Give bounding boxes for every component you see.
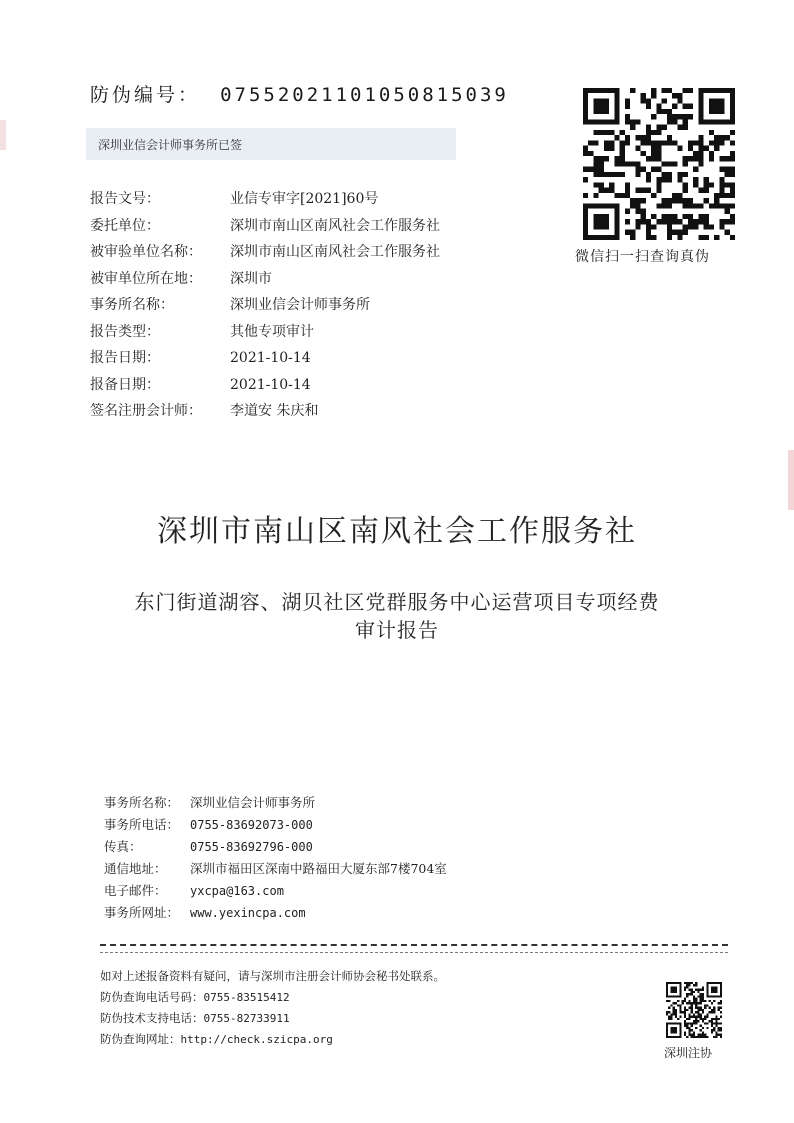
footer-label: 防伪查询电话号码： xyxy=(100,990,204,1004)
info-row xyxy=(90,345,440,372)
info-value: 2021-10-14 xyxy=(230,350,311,366)
qr-caption: 微信扫一扫查询真伪 xyxy=(575,249,710,265)
info-label: 委托单位： xyxy=(90,217,160,234)
contact-value: 0755-83692796-000 xyxy=(190,840,313,854)
info-value: 深圳市南山区南风社会工作服务社 xyxy=(230,217,440,234)
contact-row xyxy=(104,902,447,924)
contact-value: yxcpa@163.com xyxy=(190,884,284,898)
report-subtitle xyxy=(60,588,734,644)
info-row xyxy=(90,398,440,425)
contact-row xyxy=(104,814,447,836)
info-value: 深圳市南山区南风社会工作服务社 xyxy=(230,244,440,260)
firm-contact xyxy=(104,792,447,924)
info-label: 事务所名称： xyxy=(90,297,174,313)
contact-label: 事务所名称： xyxy=(104,795,180,810)
signed-notice: 深圳业信会计师事务所已签 xyxy=(98,138,243,152)
info-value: 2021-10-14 xyxy=(230,376,311,393)
info-row xyxy=(90,319,440,346)
info-row xyxy=(90,292,440,319)
page-title: 深圳市南山区南风社会工作服务社 xyxy=(157,514,637,549)
signed-notice-bar xyxy=(86,128,456,160)
anti-counterfeit-label: 防伪编号： xyxy=(90,84,201,106)
info-row xyxy=(90,266,440,293)
contact-label: 事务所网址： xyxy=(104,905,180,920)
qr-code-icon[interactable] xyxy=(580,88,738,240)
contact-row xyxy=(104,880,447,902)
qr-code-icon[interactable] xyxy=(666,982,722,1038)
info-label: 报备日期： xyxy=(90,376,160,393)
info-value: 其他专项审计 xyxy=(230,323,314,340)
footer-row xyxy=(100,1008,445,1029)
footer-notice: 如对上述报备资料有疑问，请与深圳市注册会计师协会秘书处联系。 xyxy=(100,969,445,983)
info-value: 业信专审字[2021]60号 xyxy=(230,191,379,207)
report-info xyxy=(90,186,440,425)
info-label: 被审验单位名称： xyxy=(90,244,202,260)
subtitle-line: 审计报告 xyxy=(355,618,439,642)
info-value: 深圳市 xyxy=(230,270,272,287)
footer-label: 防伪技术支持电话： xyxy=(100,1011,204,1025)
contact-row xyxy=(104,792,447,814)
info-value: 李道安 朱庆和 xyxy=(230,403,319,419)
footer-value[interactable]: http://check.szicpa.org xyxy=(180,1033,333,1046)
info-row xyxy=(90,239,440,266)
contact-row xyxy=(104,858,447,880)
footer-label: 防伪查询网址： xyxy=(100,1032,181,1046)
info-label: 报告文号： xyxy=(90,191,160,207)
info-label: 被审单位所在地： xyxy=(90,270,202,287)
info-row xyxy=(90,372,440,399)
info-row xyxy=(90,186,440,213)
contact-value: 0755-83692073-000 xyxy=(190,818,313,832)
info-row xyxy=(90,213,440,240)
anti-counterfeit-number: 07552021101050815039 xyxy=(220,84,509,106)
info-label: 报告日期： xyxy=(90,350,160,366)
divider xyxy=(100,944,728,946)
footer-value: 0755-83515412 xyxy=(203,991,290,1004)
contact-value: www.yexincpa.com xyxy=(190,906,306,920)
contact-label: 通信地址： xyxy=(104,861,167,876)
scan-edge-mark xyxy=(788,450,794,510)
footer-value: 0755-82733911 xyxy=(203,1012,290,1025)
contact-value: 深圳业信会计师事务所 xyxy=(190,795,316,810)
footer-row xyxy=(100,987,445,1008)
contact-label: 电子邮件： xyxy=(104,883,167,898)
footer-notes xyxy=(100,966,445,1050)
divider xyxy=(100,952,728,953)
info-label: 签名注册会计师： xyxy=(90,403,202,419)
contact-label: 事务所电话： xyxy=(104,817,180,832)
footer-row xyxy=(100,1029,445,1050)
contact-row xyxy=(104,836,447,858)
scan-edge-mark xyxy=(0,120,6,150)
contact-label: 传真： xyxy=(104,839,142,854)
info-label: 报告类型： xyxy=(90,323,160,340)
contact-value: 深圳市福田区深南中路福田大厦东部7楼704室 xyxy=(190,861,447,876)
subtitle-line: 东门街道湖容、湖贝社区党群服务中心运营项目专项经费 xyxy=(134,590,660,614)
anti-counterfeit-line xyxy=(90,80,509,107)
info-value: 深圳业信会计师事务所 xyxy=(230,297,370,313)
qr-small-caption: 深圳注协 xyxy=(664,1046,713,1060)
